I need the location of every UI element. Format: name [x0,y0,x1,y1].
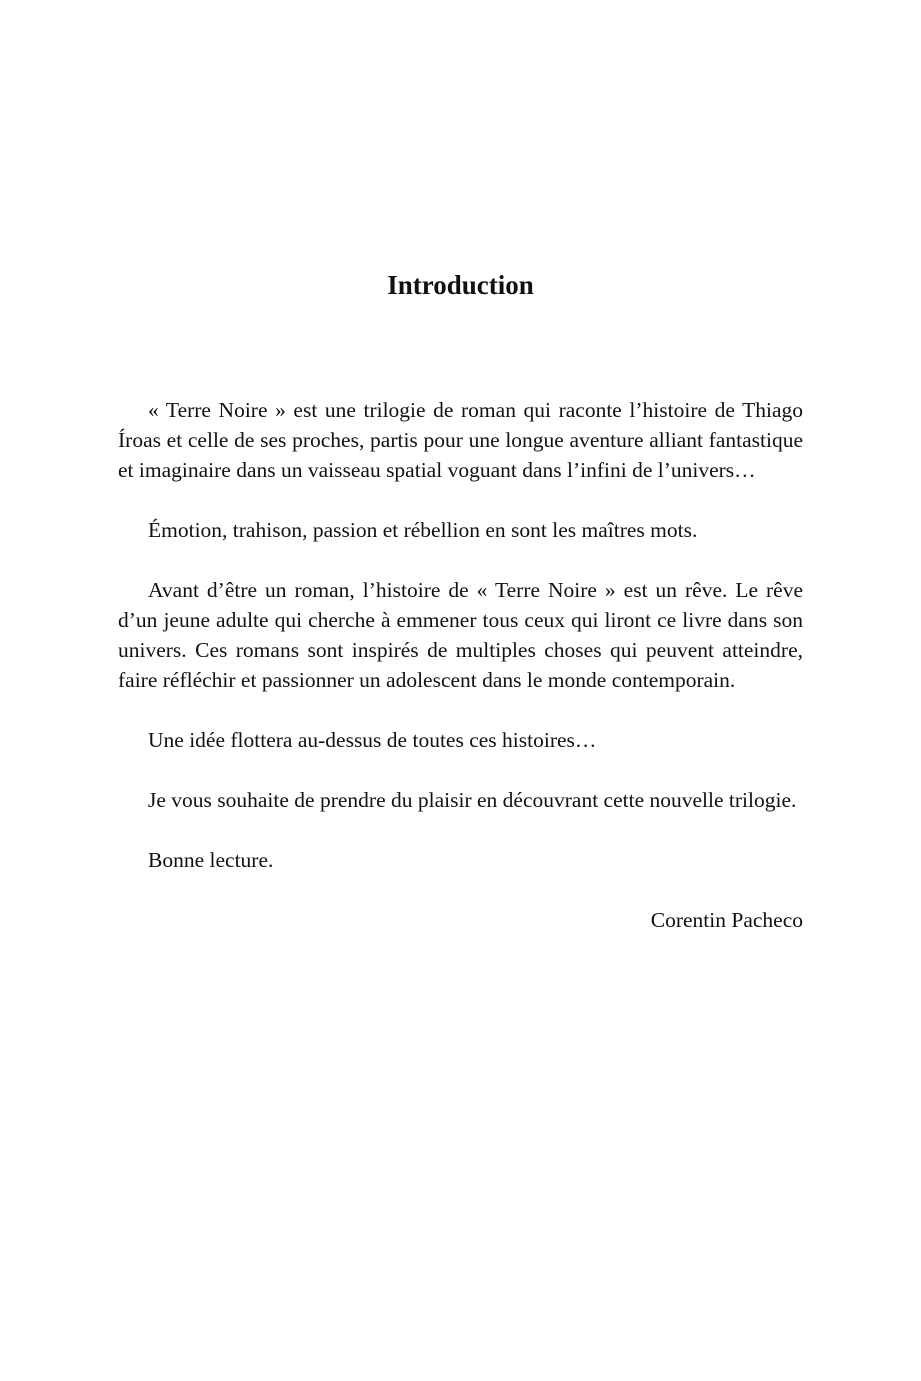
paragraph-1: « Terre Noire » est une trilogie de roman qui raconte l’histoire de Thiago Íroas et celle de ses proches, partis pour une longue aventure alliant fantastique et imaginaire dans un vaisseau spatial voguant dans l’infini de l’univers… [118,398,803,482]
introduction-body [118,395,803,935]
paragraph-5: Je vous souhaite de prendre du plaisir en découvrant cette nouvelle trilogie. [148,788,797,812]
page-title: Introduction [387,270,534,300]
paragraph-4: Une idée flottera au-dessus de toutes ces histoires… [148,728,597,752]
paragraph-6: Bonne lecture. [148,848,274,872]
paragraph-3: Avant d’être un roman, l’histoire de « Terre Noire » est un rêve. Le rêve d’un jeune adulte qui cherche à emmener tous ceux qui liront ce livre dans son univers. Ces romans sont inspirés de multiples choses qui peuvent atteindre, faire réfléchir et passionner un adolescent dans le monde contemporain. [118,578,803,692]
paragraph-2: Émotion, trahison, passion et rébellion en sont les maîtres mots. [148,518,698,542]
author-signature: Corentin Pacheco [650,908,803,932]
